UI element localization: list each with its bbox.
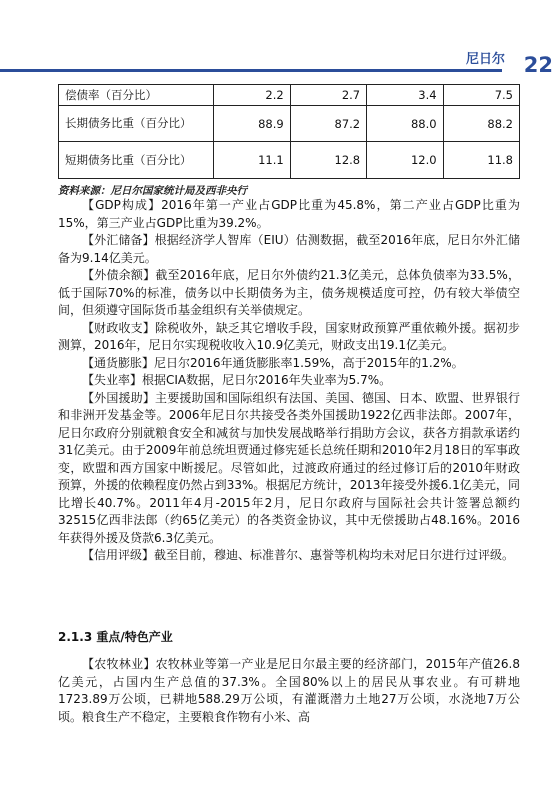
header-country: 尼日尔 [465, 52, 505, 67]
paragraph-fiscal: 【财政收支】除税收外，缺乏其它增收手段，国家财政预算严重依赖外援。据初步测算，2016年，尼日尔实现税收收入10.9亿美元，财政支出19.1亿美元。 [58, 320, 520, 352]
table-cell: 12.8 [290, 142, 366, 179]
section-heading: 2.1.3 重点/特色产业 [58, 630, 173, 644]
paragraph-foreign-aid: 【外国援助】主要援助国和国际组织有法国、美国、德国、日本、欧盟、世界银行和非洲开发基金等。2006年尼日尔共接受各类外国援助1922亿西非法郎。2007年，尼日尔政府分别就粮食安全和减贫与加快发展战略举行捐助方会议，获各方捐款承诺约31亿美元。由于2009年前总统坦贾通过修宪延长总统任期和2010年2月18日的军事政变，欧盟和西方国家中断援尼。尽管如此，过渡政府通过的经过修订后的2010年财政预算，外援的依赖程度仍然占到33%。根据尼方统计，2013年接受外援6.1亿美元，同比增长40.7%。2011年4月-2015年2月，尼日尔政府与国际社会共计签署总额约32515亿西非法郎（约65亿美元）的各类资金协议，其中无偿援助占48.16%。2016年获得外援及贷款6.3亿美元。 [58, 390, 520, 545]
row-label: 短期债务比重（百分比） [59, 142, 214, 179]
paragraph-gdp: 【GDP构成】2016年第一产业占GDP比重为45.8%，第二产业占GDP比重为15%，第三产业占GDP比重为39.2%。 [58, 198, 520, 230]
table-row [59, 142, 520, 179]
table-cell: 12.0 [367, 142, 443, 179]
debt-table [58, 84, 520, 179]
paragraph-external-debt: 【外债余额】截至2016年底，尼日尔外债约21.3亿美元，总体负债率为33.5%，低于国际70%的标准，债务以中长期债务为主，债务规模适度可控，仍有较大举债空间，但须遵守国际货币基金组织有关举债规定。 [58, 268, 520, 317]
table-cell: 11.8 [443, 142, 519, 179]
paragraph-inflation: 【通货膨胀】尼日尔2016年通货膨胀率1.59%，高于2015年的1.2%。 [82, 355, 464, 370]
header-rule [0, 69, 502, 72]
table-cell: 88.0 [367, 106, 443, 142]
paragraph-agriculture: 【农牧林业】农牧林业等第一产业是尼日尔最主要的经济部门，2015年产值26.8亿美元，占国内生产总值的37.3%。全国80%以上的居民从事农业。有可耕地1723.89万公顷，已耕地588.29万公顷，有灌溉潜力土地27万公顷，水浇地7万公顷。粮食生产不稳定，主要粮食作物有小米、高 [58, 657, 520, 724]
table-cell: 88.9 [214, 106, 290, 142]
table-cell: 11.1 [214, 142, 290, 179]
section-body [58, 656, 520, 726]
table-source: 资料来源：尼日尔国家统计局及西非央行 [58, 185, 247, 197]
table-row [59, 106, 520, 142]
row-label: 长期债务比重（百分比） [59, 106, 214, 142]
table-cell: 3.4 [367, 85, 443, 106]
paragraph-credit-rating: 【信用评级】截至目前，穆迪、标准普尔、惠誉等机构均未对尼日尔进行过评级。 [82, 548, 515, 562]
table-cell: 2.7 [290, 85, 366, 106]
row-label: 偿债率（百分比） [59, 85, 214, 106]
page-number: 22 [523, 53, 553, 77]
table-cell: 88.2 [443, 106, 519, 142]
table-cell: 87.2 [290, 106, 366, 142]
table-cell: 2.2 [214, 85, 290, 106]
paragraph-unemployment: 【失业率】根据CIA数据，尼日尔2016年失业率为5.7%。 [82, 373, 392, 387]
table-cell: 7.5 [443, 85, 519, 106]
body-text [58, 197, 520, 565]
paragraph-reserves: 【外汇储备】根据经济学人智库（EIU）估测数据，截至2016年底，尼日尔外汇储备为9.14亿美元。 [58, 233, 520, 265]
table-row [59, 85, 520, 106]
